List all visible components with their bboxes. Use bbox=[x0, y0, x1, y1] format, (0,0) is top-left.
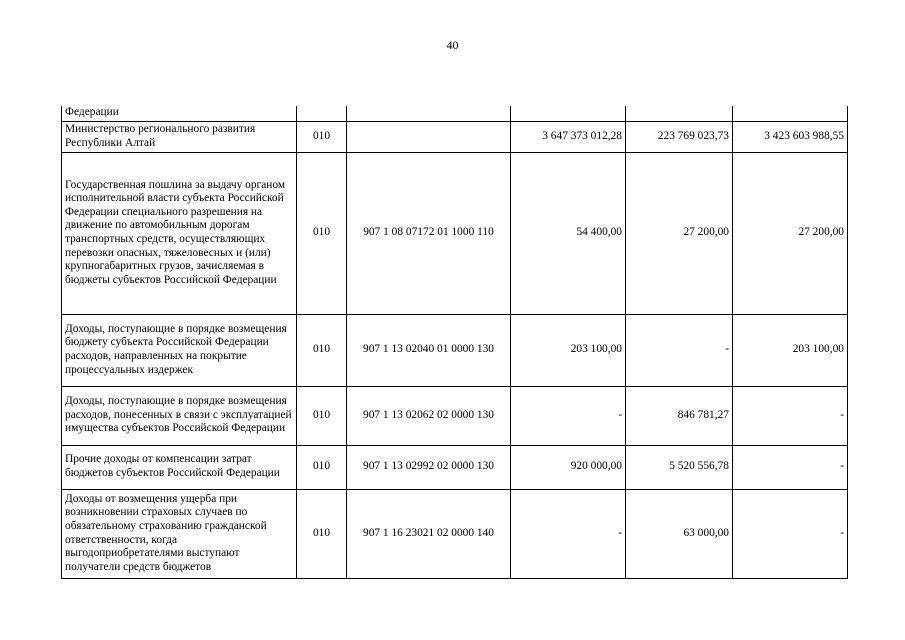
cell-name: Доходы от возмещения ущерба при возникновении страховых случаев по обязательному страхованию гражданской ответственности, когда выгодоприобретателями выступают получатели средств бюджетов bbox=[62, 489, 297, 578]
cell-value-3: 203 100,00 bbox=[733, 314, 848, 386]
cell-value-2: 5 520 556,78 bbox=[626, 445, 733, 489]
cell-kbk: 907 1 13 02992 02 0000 130 bbox=[347, 445, 511, 489]
cell-kbk: 907 1 16 23021 02 0000 140 bbox=[347, 489, 511, 578]
cell-name: Федерации bbox=[62, 106, 297, 121]
cell-value-2: 63 000,00 bbox=[626, 489, 733, 578]
cell-value-3: - bbox=[733, 489, 848, 578]
cell-value-2: 27 200,00 bbox=[626, 152, 733, 314]
cell-kbk: 907 1 13 02040 01 0000 130 bbox=[347, 314, 511, 386]
cell-value-2: 846 781,27 bbox=[626, 386, 733, 445]
cell-code: 010 bbox=[297, 445, 347, 489]
table-row bbox=[62, 445, 848, 489]
cell-code: 010 bbox=[297, 489, 347, 578]
table-row bbox=[62, 386, 848, 445]
table-row bbox=[62, 489, 848, 578]
cell-value-1: - bbox=[511, 489, 626, 578]
cell-name: Государственная пошлина за выдачу органом исполнительной власти субъекта Российской Федерации специального разрешения на движение по автомобильным дорогам транспортных средств, осуществляющих перевозки опасных, тяжеловесных и (или) крупногабаритных грузов, зачисляемая в бюджеты субъектов Российской Федерации bbox=[62, 152, 297, 314]
cell-value-1: 54 400,00 bbox=[511, 152, 626, 314]
cell-value-2: 223 769 023,73 bbox=[626, 121, 733, 152]
cell-name: Министерство регионального развития Республики Алтай bbox=[62, 121, 297, 152]
cell-value-3: - bbox=[733, 445, 848, 489]
cell-value-3: 3 423 603 988,55 bbox=[733, 121, 848, 152]
cell-value-2 bbox=[626, 106, 733, 121]
cell-kbk: 907 1 13 02062 02 0000 130 bbox=[347, 386, 511, 445]
table-row bbox=[62, 314, 848, 386]
table-row bbox=[62, 106, 848, 121]
cell-code: 010 bbox=[297, 314, 347, 386]
cell-value-3 bbox=[733, 106, 848, 121]
cell-kbk bbox=[347, 121, 511, 152]
cell-value-1: - bbox=[511, 386, 626, 445]
cell-value-3: 27 200,00 bbox=[733, 152, 848, 314]
budget-table bbox=[61, 106, 848, 579]
cell-value-2: - bbox=[626, 314, 733, 386]
table-row bbox=[62, 121, 848, 152]
cell-value-1 bbox=[511, 106, 626, 121]
cell-code bbox=[297, 106, 347, 121]
cell-value-1: 920 000,00 bbox=[511, 445, 626, 489]
page-number: 40 bbox=[446, 38, 459, 52]
cell-code: 010 bbox=[297, 121, 347, 152]
cell-value-1: 203 100,00 bbox=[511, 314, 626, 386]
cell-kbk: 907 1 08 07172 01 1000 110 bbox=[347, 152, 511, 314]
cell-code: 010 bbox=[297, 386, 347, 445]
cell-name: Доходы, поступающие в порядке возмещения расходов, понесенных в связи с эксплуатацией имущества субъектов Российской Федерации bbox=[62, 386, 297, 445]
table-row bbox=[62, 152, 848, 314]
cell-name: Доходы, поступающие в порядке возмещения бюджету субъекта Российской Федерации расходов, направленных на покрытие процессуальных издержек bbox=[62, 314, 297, 386]
cell-code: 010 bbox=[297, 152, 347, 314]
cell-kbk bbox=[347, 106, 511, 121]
cell-name: Прочие доходы от компенсации затрат бюджетов субъектов Российской Федерации bbox=[62, 445, 297, 489]
cell-value-3: - bbox=[733, 386, 848, 445]
cell-value-1: 3 647 373 012,28 bbox=[511, 121, 626, 152]
